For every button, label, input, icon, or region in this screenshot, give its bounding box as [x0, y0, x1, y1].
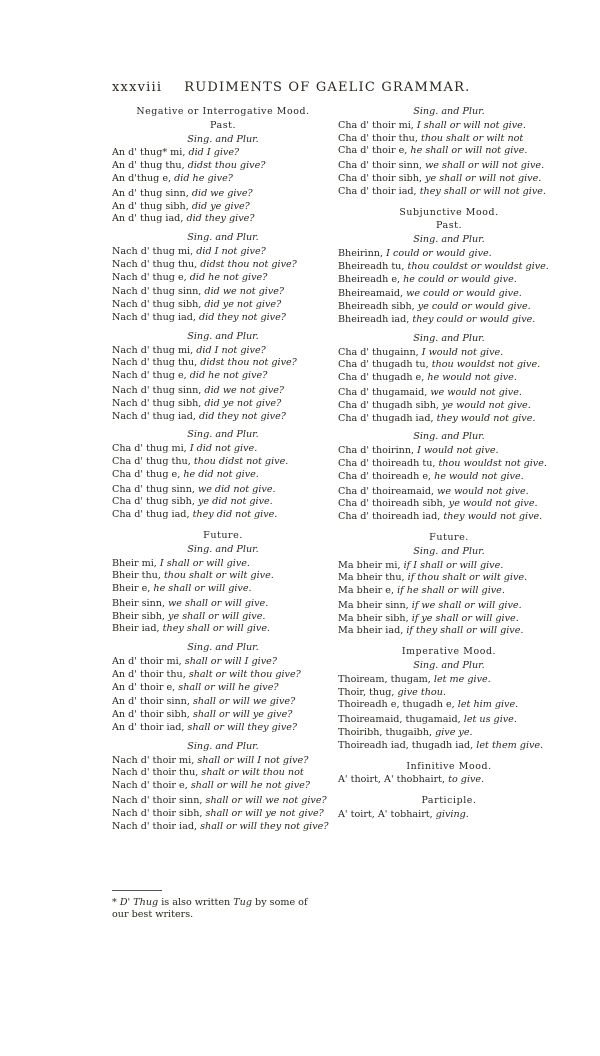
gaelic-form: An d' thug sibh, — [112, 200, 189, 212]
conjugation-line — [112, 583, 334, 596]
gaelic-form: Nach d' thug iad, — [112, 311, 196, 323]
section-spacer — [338, 199, 560, 207]
english-gloss: he could or would give. — [403, 273, 517, 285]
conjugation-line — [338, 774, 560, 787]
english-gloss: did we not give? — [204, 384, 285, 396]
number-heading: Sing. and Plur. — [413, 545, 485, 557]
english-gloss: did I give? — [188, 147, 240, 159]
footnote-text: by some of our best writers. — [112, 897, 308, 921]
number-heading: Sing. and Plur. — [413, 660, 485, 672]
conjugation-line — [112, 656, 334, 669]
english-gloss: he did not give. — [183, 468, 259, 480]
gaelic-form: Bheir iad, — [112, 623, 160, 635]
english-gloss: if thou shalt or wilt give. — [407, 572, 528, 584]
english-gloss: thou couldst or wouldst give. — [407, 260, 549, 272]
english-gloss: shall or will ye give? — [192, 709, 293, 721]
english-gloss: didst thou give? — [187, 160, 266, 172]
conjugation-line — [338, 727, 560, 740]
gaelic-form: Cha d' thoir iad, — [338, 185, 417, 197]
conjugation-line — [338, 387, 560, 400]
gaelic-form: An d'thug e, — [112, 172, 172, 184]
gaelic-form: Thoireadh iad, thugadh iad, — [338, 739, 474, 751]
gaelic-form: An d' thoir sinn, — [112, 696, 190, 708]
conjugation-line — [112, 299, 334, 312]
english-gloss: did he not give? — [189, 271, 268, 283]
conjugation-line — [112, 669, 334, 682]
gaelic-form: Nach d' thug sinn, — [112, 286, 202, 298]
conjugation-line — [338, 359, 560, 372]
conjugation-line — [338, 133, 560, 146]
conjugation-line — [112, 821, 334, 834]
gaelic-form: Nach d' thoir sinn, — [112, 795, 203, 807]
gaelic-form: Bheir mi, — [112, 557, 157, 569]
conjugation-line — [112, 173, 334, 186]
conjugation-line — [112, 370, 334, 383]
footnote — [112, 880, 326, 922]
english-gloss: giving. — [435, 809, 469, 821]
english-gloss: shall or will they give? — [187, 722, 298, 734]
number-heading: Sing. and Plur. — [187, 642, 259, 654]
left-column — [112, 106, 334, 833]
english-gloss: ye would not give. — [448, 498, 538, 510]
section-spacer — [338, 524, 560, 532]
conjugation-line — [338, 120, 560, 133]
gaelic-form: An d' thug sinn, — [112, 187, 189, 199]
english-gloss: give ye. — [435, 727, 473, 739]
gaelic-form: Nach d' thoir iad, — [112, 820, 198, 832]
gaelic-form: Ma bheir mi, — [338, 559, 401, 571]
gaelic-form: Cha d' thoireamaid, — [338, 485, 435, 497]
footnote-word: Tug — [233, 897, 252, 908]
conjugation-line — [338, 248, 560, 261]
conjugation-line — [338, 288, 560, 301]
footnote-text: is also written — [158, 897, 234, 908]
english-gloss: we could or would give. — [406, 288, 522, 300]
english-gloss: he would not give. — [427, 372, 517, 384]
conjugation-line — [112, 598, 334, 611]
english-gloss: we did not give. — [197, 483, 276, 495]
conjugation-line — [338, 173, 560, 186]
conjugation-line — [338, 600, 560, 613]
conjugation-line — [338, 274, 560, 287]
english-gloss: they would not give. — [443, 511, 543, 523]
conjugation-line — [112, 411, 334, 424]
gaelic-form: Nach d' thoir sibh, — [112, 807, 203, 819]
english-gloss: thou shalt or wilt not — [420, 132, 524, 144]
english-gloss: if he shall or will give. — [397, 585, 505, 597]
mood-heading: Negative or Interrogative Mood. — [136, 106, 310, 117]
conjugation-line — [338, 674, 560, 687]
conjugation-line — [338, 613, 560, 626]
conjugation-line — [112, 570, 334, 583]
mood-heading: Subjunctive Mood. — [399, 206, 499, 218]
number-heading: Sing. and Plur. — [413, 234, 485, 246]
english-gloss: shall or will he give? — [178, 681, 279, 693]
gaelic-form: Cha d' thug sinn, — [112, 483, 195, 495]
gaelic-form: Thoiream, thugam, — [338, 673, 431, 685]
gaelic-form: Bheir sinn, — [112, 597, 166, 609]
conjugation-line — [338, 625, 560, 638]
english-gloss: did they give? — [186, 213, 255, 225]
english-gloss: ye did not give. — [197, 496, 273, 508]
conjugation-line — [338, 347, 560, 360]
conjugation-line — [112, 469, 334, 482]
english-gloss: shall or will ye not give? — [205, 807, 324, 819]
english-gloss: did they not give? — [199, 311, 286, 323]
conjugation-line — [112, 484, 334, 497]
english-gloss: they shall or will give. — [162, 623, 271, 635]
conjugation-line — [338, 372, 560, 385]
english-gloss: shall or will I not give? — [197, 754, 309, 766]
gaelic-form: Cha d' thoir e, — [338, 145, 408, 157]
english-gloss: did he not give? — [189, 370, 268, 382]
english-gloss: shalt or wilt thou give? — [188, 668, 301, 680]
gaelic-form: Cha d' thoir thu, — [338, 132, 418, 144]
section-spacer — [112, 522, 334, 530]
conjugation-line — [112, 456, 334, 469]
english-gloss: to give. — [448, 774, 485, 786]
conjugation-line — [112, 246, 334, 259]
gaelic-form: Cha d' thugadh tu, — [338, 359, 429, 371]
conjugation-line — [338, 445, 560, 458]
conjugation-line — [112, 623, 334, 636]
gaelic-form: Cha d' thug sibh, — [112, 496, 195, 508]
english-gloss: I would not give. — [421, 346, 504, 358]
conjugation-line — [338, 687, 560, 700]
english-gloss: he shall or will not give. — [410, 145, 528, 157]
page-header — [112, 80, 492, 95]
tense-heading: Past. — [209, 119, 237, 131]
conjugation-line — [112, 357, 334, 370]
gaelic-form: Bheirinn, — [338, 247, 384, 259]
english-gloss: did ye give? — [191, 200, 250, 212]
conjugation-line — [112, 496, 334, 509]
gaelic-form: Nach d' thug thu, — [112, 258, 198, 270]
gaelic-form: Thoireamaid, thugamaid, — [338, 714, 461, 726]
number-heading: Sing. and Plur. — [413, 106, 485, 117]
gaelic-form: Bheireadh sibh, — [338, 301, 415, 313]
gaelic-form: Nach d' thoir mi, — [112, 754, 195, 766]
gaelic-form: Bheireadh tu, — [338, 260, 405, 272]
gaelic-form: Cha d' thoireadh sibh, — [338, 498, 446, 510]
gaelic-form: Cha d' thug e, — [112, 468, 181, 480]
gaelic-form: An d' thug thu, — [112, 160, 185, 172]
section-spacer — [338, 638, 560, 646]
english-gloss: I did not give. — [189, 443, 258, 455]
conjugation-line — [338, 486, 560, 499]
english-gloss: I shall or will give. — [159, 557, 250, 569]
english-gloss: I could or would give. — [386, 247, 492, 259]
english-gloss: they could or would give. — [412, 313, 536, 325]
english-gloss: shall or will we give? — [192, 696, 296, 708]
gaelic-form: Cha d' thoireadh iad, — [338, 511, 441, 523]
english-gloss: did we give? — [191, 187, 253, 199]
gaelic-form: Nach d' thug sinn, — [112, 384, 202, 396]
english-gloss: ye shall or will not give. — [425, 172, 542, 184]
gaelic-form: Nach d' thoir e, — [112, 780, 188, 792]
conjugation-line — [112, 272, 334, 285]
conjugation-line — [338, 699, 560, 712]
english-gloss: if they shall or will give. — [406, 625, 524, 637]
gaelic-form: Nach d' thug sibh, — [112, 397, 202, 409]
conjugation-line — [338, 714, 560, 727]
gaelic-form: Nach d' thug iad, — [112, 410, 196, 422]
gaelic-form: Thoireadh e, thugadh e, — [338, 699, 455, 711]
gaelic-form: Nach d' thug sibh, — [112, 299, 202, 311]
gaelic-form: Ma bheir sibh, — [338, 612, 409, 624]
english-gloss: did I not give? — [196, 344, 266, 356]
english-gloss: thou shalt or wilt give. — [163, 570, 274, 582]
conjugation-line — [112, 312, 334, 325]
conjugation-line — [112, 709, 334, 722]
conjugation-line — [112, 398, 334, 411]
english-gloss: did ye not give? — [204, 299, 282, 311]
english-gloss: shall or will I give? — [184, 656, 277, 668]
gaelic-form: A' toirt, A' tobhairt, — [338, 809, 433, 821]
english-gloss: they did not give. — [192, 509, 278, 521]
tense-heading: Future. — [429, 531, 469, 543]
conjugation-line — [112, 808, 334, 821]
conjugation-line — [112, 201, 334, 214]
conjugation-line — [112, 696, 334, 709]
english-gloss: shalt or wilt thou not — [201, 767, 304, 779]
english-gloss: if ye shall or will give. — [411, 612, 519, 624]
tense-heading: Past. — [435, 220, 463, 232]
english-gloss: we would not give. — [437, 485, 529, 497]
conjugation-line — [112, 385, 334, 398]
gaelic-form: Bheir e, — [112, 583, 151, 595]
english-gloss: he would not give. — [434, 470, 524, 482]
conjugation-line — [112, 558, 334, 571]
conjugation-line — [338, 511, 560, 524]
english-gloss: ye shall or will give. — [168, 610, 266, 622]
gaelic-form: Cha d' thugadh iad, — [338, 412, 434, 424]
gaelic-form: Cha d' thugadh sibh, — [338, 399, 439, 411]
conjugation-line — [112, 795, 334, 808]
english-gloss: ye would not give. — [441, 399, 531, 411]
gaelic-form: Thoiribh, thugaibh, — [338, 727, 433, 739]
gaelic-form: Cha d' thugainn, — [338, 346, 419, 358]
gaelic-form: Cha d' thoireadh tu, — [338, 457, 436, 469]
gaelic-form: An d' thug iad, — [112, 213, 184, 225]
gaelic-form: An d' thoir iad, — [112, 722, 185, 734]
conjugation-line — [112, 443, 334, 456]
mood-heading: Imperative Mood. — [401, 646, 497, 658]
gaelic-form: Bheireadh e, — [338, 273, 401, 285]
conjugation-line — [112, 755, 334, 768]
gaelic-form: Nach d' thug e, — [112, 370, 187, 382]
conjugation-line — [112, 160, 334, 173]
conjugation-line — [112, 213, 334, 226]
conjugation-line — [338, 400, 560, 413]
gaelic-form: Cha d' thoir mi, — [338, 119, 414, 131]
number-heading: Sing. and Plur. — [187, 543, 259, 555]
gaelic-form: Bheireadh iad, — [338, 313, 410, 325]
gaelic-form: Nach d' thug mi, — [112, 344, 194, 356]
english-gloss: did I not give? — [196, 245, 266, 257]
gaelic-form: Bheir sibh, — [112, 610, 165, 622]
conjugation-line — [338, 458, 560, 471]
conjugation-line — [338, 413, 560, 426]
conjugation-line — [338, 301, 560, 314]
english-gloss: shall or will they not give? — [200, 820, 329, 832]
english-gloss: let us give. — [463, 714, 517, 726]
conjugation-line — [338, 314, 560, 327]
page-number: xxxviii — [112, 80, 163, 95]
gaelic-form: Cha d' thug thu, — [112, 455, 191, 467]
conjugation-line — [112, 611, 334, 624]
english-gloss: let me give. — [433, 673, 491, 685]
english-gloss: we shall or will give. — [168, 597, 269, 609]
mood-heading: Participle. — [421, 795, 477, 807]
conjugation-line — [338, 498, 560, 511]
number-heading: Sing. and Plur. — [187, 429, 259, 441]
gaelic-form: Cha d' thoirinn, — [338, 445, 415, 457]
gaelic-form: Nach d' thug e, — [112, 271, 187, 283]
english-gloss: we would not give. — [430, 386, 522, 398]
gaelic-form: Cha d' thoir sinn, — [338, 160, 423, 172]
english-gloss: give thou. — [397, 686, 446, 698]
running-title: RUDIMENTS OF GAELIC GRAMMAR. — [184, 80, 471, 95]
english-gloss: thou wouldst not give. — [438, 457, 547, 469]
number-heading: Sing. and Plur. — [187, 133, 259, 145]
gaelic-form: An d' thoir sibh, — [112, 709, 190, 721]
gaelic-form: Ma bheir thu, — [338, 572, 405, 584]
footnote-word: D' Thug — [119, 897, 159, 908]
conjugation-line — [112, 767, 334, 780]
english-gloss: let them give. — [476, 739, 544, 751]
english-gloss: I would not give. — [417, 445, 499, 457]
gaelic-form: Cha d' thugamaid, — [338, 386, 428, 398]
footnote-marker: * — [112, 897, 120, 908]
conjugation-line — [338, 572, 560, 585]
conjugation-line — [112, 780, 334, 793]
english-gloss: they would not give. — [436, 412, 536, 424]
conjugation-line — [338, 145, 560, 158]
english-gloss: did ye not give? — [204, 397, 282, 409]
english-gloss: they shall or will not give. — [419, 185, 546, 197]
english-gloss: if I shall or will give. — [403, 559, 504, 571]
gaelic-form: Nach d' thoir thu, — [112, 767, 199, 779]
english-gloss: if we shall or will give. — [411, 599, 522, 611]
number-heading: Sing. and Plur. — [187, 330, 259, 342]
conjugation-line — [112, 286, 334, 299]
conjugation-line — [338, 160, 560, 173]
gaelic-form: Cha d' thoireadh e, — [338, 470, 432, 482]
section-spacer — [338, 787, 560, 795]
english-gloss: did he give? — [174, 172, 233, 184]
number-heading: Sing. and Plur. — [413, 431, 485, 443]
conjugation-line — [112, 259, 334, 272]
mood-heading: Infinitive Mood. — [406, 760, 492, 772]
gaelic-form: Cha d' thugadh e, — [338, 372, 425, 384]
conjugation-line — [112, 345, 334, 358]
english-gloss: we shall or will not give. — [425, 160, 545, 172]
english-gloss: let him give. — [457, 699, 519, 711]
english-gloss: shall or will we not give? — [205, 795, 327, 807]
number-heading: Sing. and Plur. — [187, 740, 259, 752]
english-gloss: didst thou not give? — [200, 258, 297, 270]
english-gloss: thou wouldst not give. — [431, 359, 541, 371]
conjugation-line — [112, 509, 334, 522]
english-gloss: ye could or would give. — [417, 301, 531, 313]
gaelic-form: Cha d' thug iad, — [112, 509, 190, 521]
conjugation-line — [338, 261, 560, 274]
english-gloss: shall or will he not give? — [190, 780, 310, 792]
english-gloss: didst thou not give? — [200, 357, 297, 369]
gaelic-form: An d' thoir e, — [112, 681, 176, 693]
gaelic-form: An d' thug* mi, — [112, 147, 186, 159]
section-spacer — [338, 753, 560, 761]
conjugation-line — [338, 809, 560, 822]
conjugation-line — [112, 682, 334, 695]
gaelic-form: Bheireamaid, — [338, 288, 404, 300]
number-heading: Sing. and Plur. — [187, 232, 259, 244]
conjugation-line — [338, 585, 560, 598]
conjugation-line — [338, 471, 560, 484]
conjugation-line — [112, 722, 334, 735]
right-column — [338, 106, 560, 822]
conjugation-line — [338, 740, 560, 753]
footnote-rule — [112, 890, 162, 891]
gaelic-form: Nach d' thug mi, — [112, 245, 194, 257]
gaelic-form: An d' thoir mi, — [112, 656, 182, 668]
conjugation-line — [112, 147, 334, 160]
gaelic-form: Thoir, thug, — [338, 686, 395, 698]
gaelic-form: Ma bheir iad, — [338, 625, 404, 637]
number-heading: Sing. and Plur. — [413, 332, 485, 344]
english-gloss: I shall or will not give. — [416, 119, 526, 131]
conjugation-line — [338, 560, 560, 573]
gaelic-form: An d' thoir thu, — [112, 668, 186, 680]
gaelic-form: Ma bheir sinn, — [338, 599, 409, 611]
english-gloss: did we not give? — [204, 286, 285, 298]
gaelic-form: Ma bheir e, — [338, 585, 395, 597]
tense-heading: Future. — [203, 529, 243, 541]
gaelic-form: Cha d' thug mi, — [112, 443, 187, 455]
conjugation-line — [112, 188, 334, 201]
gaelic-form: Cha d' thoir sibh, — [338, 172, 422, 184]
gaelic-form: Nach d' thug thu, — [112, 357, 198, 369]
english-gloss: he shall or will give. — [153, 583, 252, 595]
gaelic-form: A' thoirt, A' thobhairt, — [338, 774, 446, 786]
english-gloss: thou didst not give. — [193, 455, 289, 467]
english-gloss: did they not give? — [199, 410, 286, 422]
conjugation-line — [338, 186, 560, 199]
gaelic-form: Bheir thu, — [112, 570, 161, 582]
